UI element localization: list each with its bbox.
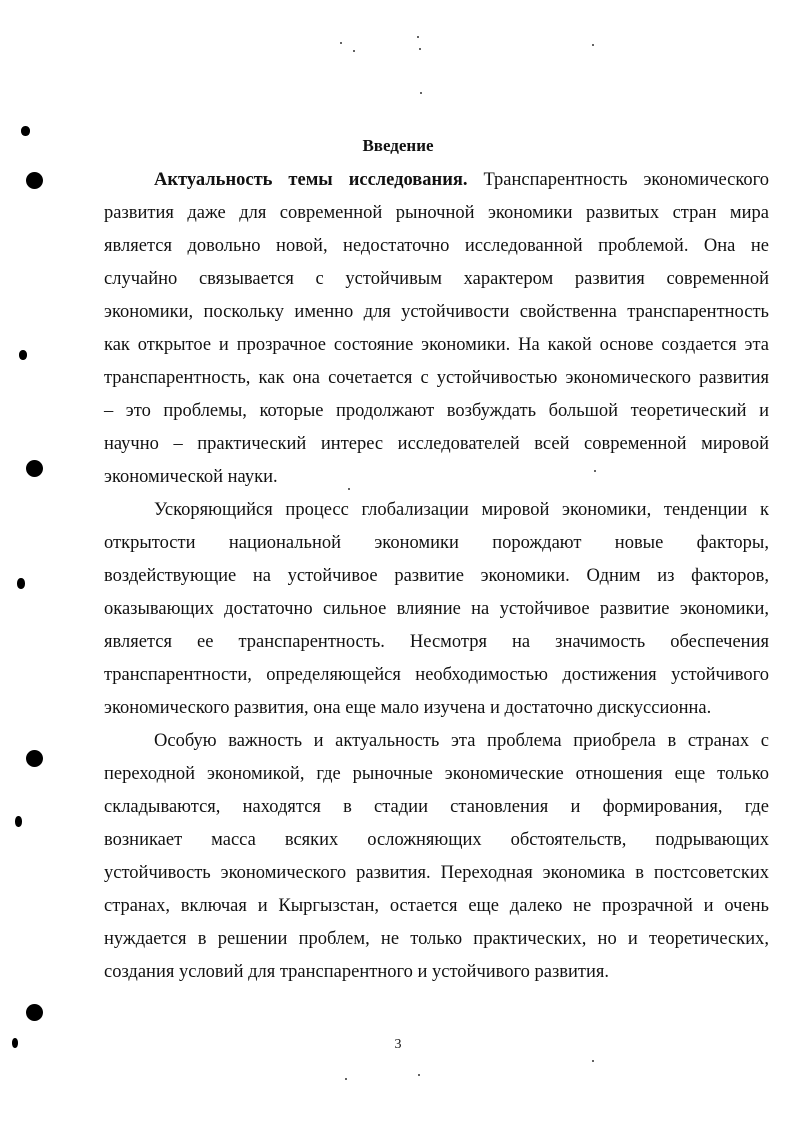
page-number: 3: [394, 1037, 402, 1052]
scan-speck: [348, 488, 350, 490]
binder-hole-mark: [26, 1004, 43, 1021]
text-line: экономики, поскольку именно для устойчивости свойственна транспарентность: [104, 302, 769, 322]
lead-phrase: Актуальность темы исследования.: [154, 170, 468, 190]
scan-speck: [340, 42, 342, 44]
scan-mark: [15, 816, 22, 827]
text-line: экономического развития, она еще мало изучена и достаточно дискуссионна.: [104, 698, 712, 718]
section-heading: Введение: [362, 136, 434, 155]
scan-mark: [21, 126, 30, 136]
text-line: устойчивость экономического развития. Переходная экономика в постсоветских: [104, 863, 769, 883]
text-line: транспарентности, определяющейся необходимостью достижения устойчивого: [104, 665, 769, 685]
scan-speck: [420, 92, 422, 94]
binder-hole-mark: [26, 460, 43, 477]
scan-speck: [419, 48, 421, 50]
scan-speck: [353, 50, 355, 52]
text-line: оказывающих достаточно сильное влияние на устойчивое развитие экономики,: [104, 599, 769, 619]
text-line: Актуальность темы исследования. Транспарентность экономического: [154, 170, 769, 190]
text-line: развития даже для современной рыночной экономики развитых стран мира: [104, 203, 769, 223]
text-line: нуждается в решении проблем, не только практических, но и теоретических,: [104, 929, 769, 949]
scan-speck: [592, 44, 594, 46]
text-line: возникает масса всяких осложняющих обстоятельств, подрывающих: [104, 830, 769, 850]
scan-mark: [17, 578, 25, 589]
scan-speck: [417, 36, 419, 38]
scan-speck: [418, 1074, 420, 1076]
text-line: создания условий для транспарентного и устойчивого развития.: [104, 962, 610, 982]
text-line: странах, включая и Кыргызстан, остается еще далеко не прозрачной и очень: [104, 896, 769, 916]
text-line: открытости национальной экономики порождают новые факторы,: [104, 533, 769, 553]
text-line: воздействующие на устойчивое развитие экономики. Одним из факторов,: [104, 566, 769, 586]
text-line: переходной экономикой, где рыночные экономические отношения еще только: [104, 764, 769, 784]
text-line: случайно связывается с устойчивым характером развития современной: [104, 269, 769, 289]
text-line: складываются, находятся в стадии становления и формирования, где: [104, 797, 769, 817]
scan-speck: [592, 1060, 594, 1062]
binder-hole-mark: [26, 750, 43, 767]
scan-mark: [19, 350, 27, 360]
scan-speck: [345, 1078, 347, 1080]
text-line: научно – практический интерес исследователей всей современной мировой: [104, 434, 769, 454]
text-line: является ее транспарентность. Несмотря на значимость обеспечения: [104, 632, 769, 652]
text-line: экономической науки.: [104, 467, 278, 487]
text-line: – это проблемы, которые продолжают возбуждать большой теоретический и: [104, 401, 769, 421]
binder-hole-mark: [26, 172, 43, 189]
text-line: является довольно новой, недостаточно исследованной проблемой. Она не: [104, 236, 769, 256]
text-line: как открытое и прозрачное состояние экономики. На какой основе создается эта: [104, 335, 769, 355]
text-line: транспарентность, как она сочетается с устойчивостью экономического развития: [104, 368, 769, 388]
text-line: Особую важность и актуальность эта проблема приобрела в странах с: [154, 731, 769, 751]
text-line: Ускоряющийся процесс глобализации мировой экономики, тенденции к: [154, 500, 769, 520]
